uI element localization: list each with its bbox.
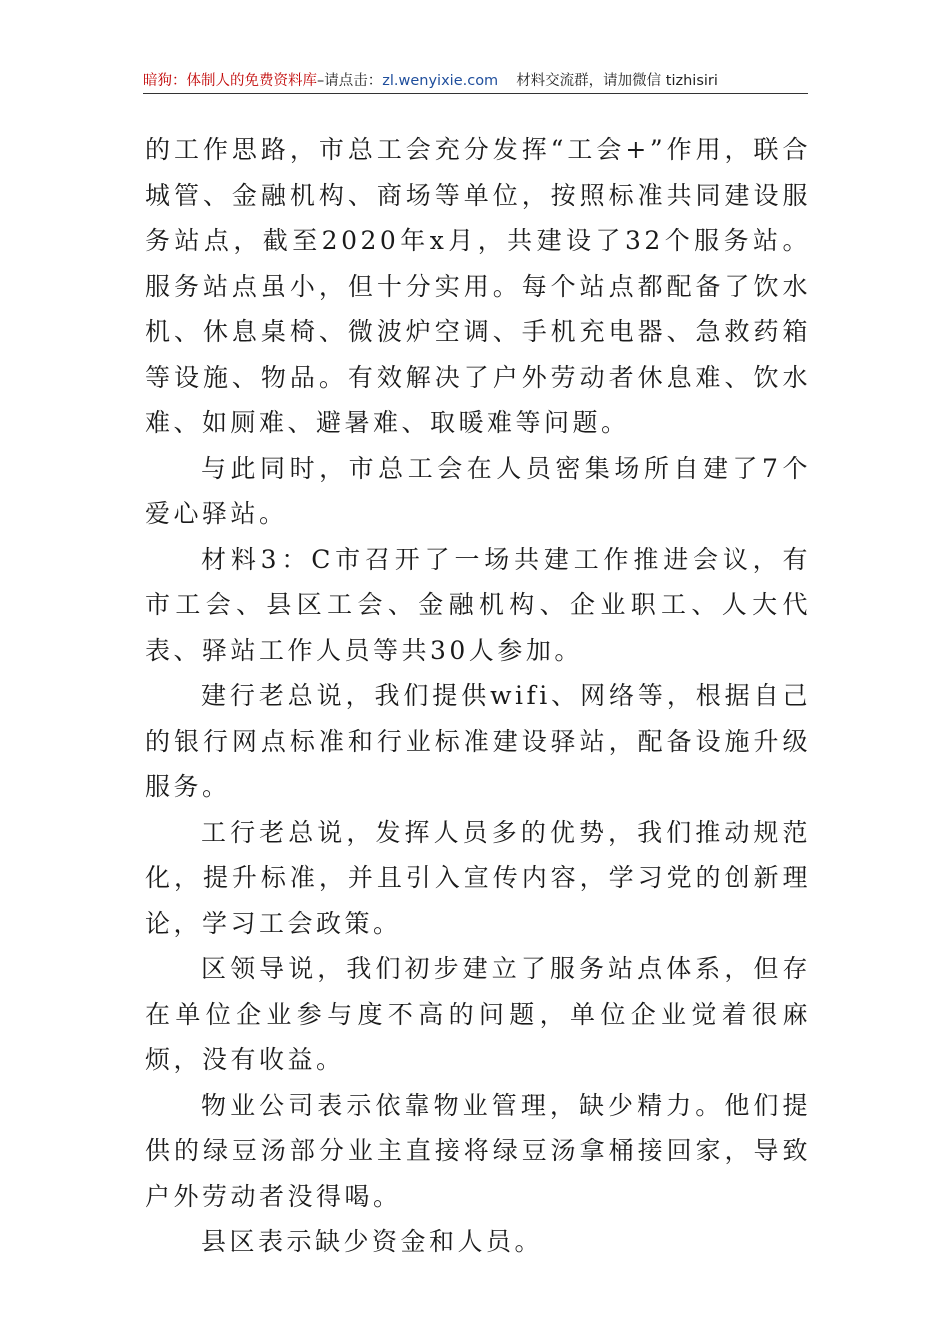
header-site-name: 暗狗：体制人的免费资料库 (143, 73, 317, 89)
document-body (145, 127, 811, 1265)
paragraph: 材料3：C市召开了一场共建工作推进会议，有市工会、县区工会、金融机构、企业职工、人大代表、驿站工作人员等共30人参加。 (145, 544, 811, 665)
paragraph: 工行老总说，发挥人员多的优势，我们推动规范化，提升标准，并且引入宣传内容，学习党的创新理论，学习工会政策。 (145, 817, 811, 938)
paragraph: 与此同时，市总工会在人员密集场所自建了7个爱心驿站。 (145, 453, 811, 528)
paragraph: 区领导说，我们初步建立了服务站点体系，但存在单位企业参与度不高的问题，单位企业觉着很麻烦，没有收益。 (145, 954, 811, 1074)
header-url-link[interactable]: zl.wenyixie.com (382, 73, 499, 89)
paragraph: 县区表示缺少资金和人员。 (201, 1227, 544, 1256)
page-header (143, 70, 808, 94)
paragraph: 物业公司表示依靠物业管理，缺少精力。他们提供的绿豆汤部分业主直接将绿豆汤拿桶接回家，导致户外劳动者没得喝。 (145, 1090, 811, 1211)
header-group-note: 材料交流群，请加微信 tizhisiri (516, 73, 718, 89)
header-click-prompt: –请点击： (317, 73, 383, 89)
paragraph-continued: 的工作思路，市总工会充分发挥“工会+”作用，联合城管、金融机构、商场等单位，按照标准共同建设服务站点，截至2020年x月，共建设了32个服务站。服务站点虽小，但十分实用。每个站点都配备了饮水机、休息桌椅、微波炉空调、手机充电器、急救药箱等设施、物品。有效解决了户外劳动者休息难、饮水难、如厕难、避暑难、取暖难等问题。 (145, 135, 811, 437)
header-divider (143, 93, 808, 94)
paragraph: 建行老总说，我们提供wifi、网络等，根据自己的银行网点标准和行业标准建设驿站，配备设施升级服务。 (145, 681, 811, 801)
